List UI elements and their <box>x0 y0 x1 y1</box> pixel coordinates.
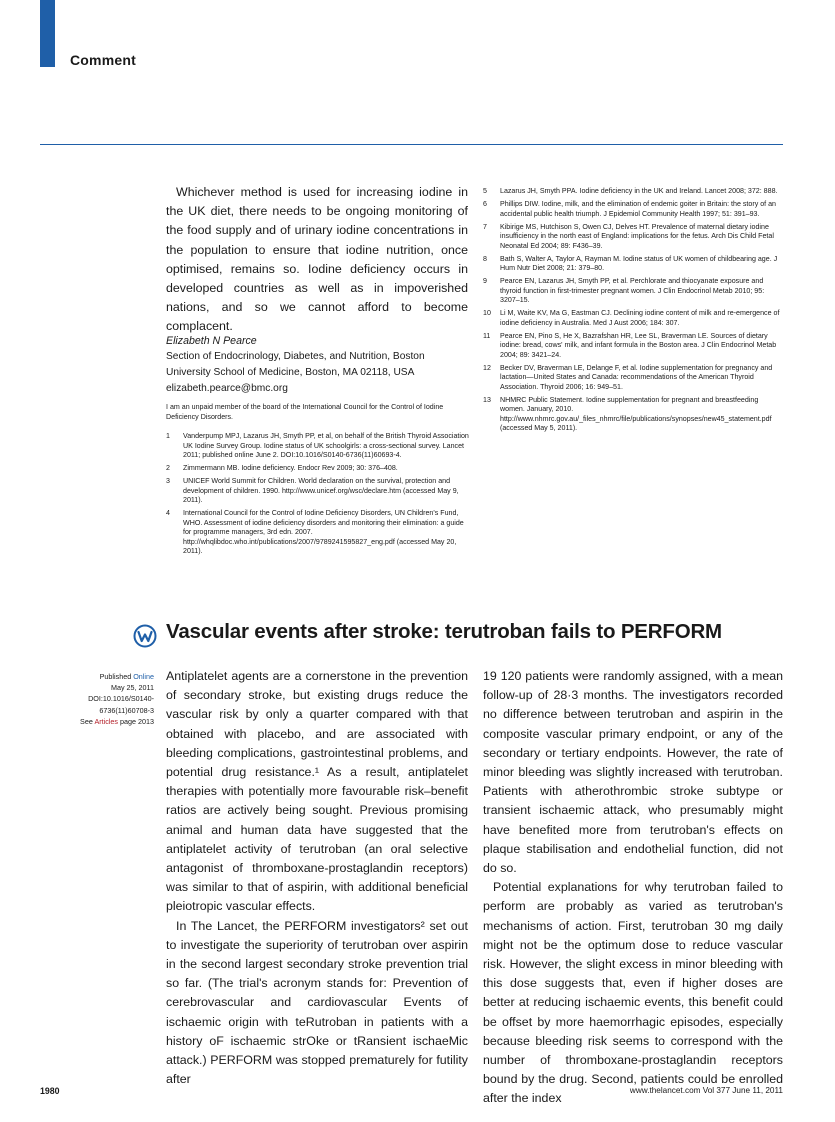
reference-item <box>483 223 783 252</box>
author-block <box>166 333 471 397</box>
reference-item <box>166 464 471 474</box>
published-line: Published Online <box>99 672 154 681</box>
reference-text: Bath S, Walter A, Taylor A, Rayman M. Iodine status of UK women of childbearing age. J Hum Nutr Diet 2008; 21: 379–80. <box>500 254 778 272</box>
author-affiliation-1: Section of Endocrinology, Diabetes, and Nutrition, Boston <box>166 351 425 362</box>
reference-item <box>166 477 471 506</box>
page-number: 1980 <box>40 1086 60 1096</box>
reference-item <box>483 187 783 197</box>
section-label: Comment <box>70 52 136 68</box>
online-link[interactable]: Online <box>133 672 154 681</box>
online-w-icon[interactable] <box>133 624 157 648</box>
reference-text: International Council for the Control of Iodine Deficiency Disorders, UN Children's Fund, WHO. Assessment of iodine deficiency disorders and monitoring their elimination: a guide for programme managers, 3rd edn. 2007. http://whqlibdoc.who.int/publications/2007/9789241595827_eng.pdf (accessed May 20, 2011). <box>183 509 464 555</box>
intro-paragraph: Whichever method is used for increasing iodine in the UK diet, there needs to be ongoing monitoring of the food supply and of urinary iodine concentrations in the population to ensure that iodine nutrition, once optimised, remains so. Iodine deficiency occurs in developed countries as well as in impoverished nations, and so we cannot afford to become complacent. <box>166 185 468 334</box>
reference-text: Zimmermann MB. Iodine deficiency. Endocr Rev 2009; 30: 376–408. <box>183 464 398 472</box>
reference-text: Lazarus JH, Smyth PPA. Iodine deficiency in the UK and Ireland. Lancet 2008; 372: 888. <box>500 187 778 195</box>
reference-text: Vanderpump MPJ, Lazarus JH, Smyth PP, et al, on behalf of the British Thyroid Association UK Iodine Survey Group. Iodine status of UK schoolgirls: a cross-sectional survey. Lancet 2011; published online June 2. DOI:10.1016/S0140-6736(11)60693-4. <box>183 432 469 459</box>
intro-text <box>166 183 468 337</box>
reference-item <box>483 364 783 393</box>
article-header <box>133 620 783 654</box>
reference-number: 13 <box>483 395 491 404</box>
reference-number: 2 <box>166 464 170 472</box>
reference-item <box>483 309 783 328</box>
reference-item <box>483 200 783 219</box>
reference-number: 7 <box>483 222 487 231</box>
article-paragraph: Potential explanations for why terutroban failed to perform are probably as varied as terutroban's mechanisms of action. First, terutroban 30 mg daily might not be the optimum dose to reduce vascular risk. However, the slight excess in minor bleeding with this dose suggests that, even if higher doses are better at reducing ischaemic events, this benefit could be offset by more haemorrhagic episodes, especially because bleeding risk seems to correspond with the number of thromboxane-prostaglandin receptors bound by the drug. Second, patients could be enrolled after the index <box>483 880 783 1106</box>
reference-item <box>483 332 783 361</box>
articles-link[interactable]: Articles <box>94 716 119 726</box>
doi-line-1: DOI:10.1016/S0140- <box>88 694 154 704</box>
reference-number: 8 <box>483 254 487 263</box>
reference-item <box>483 277 783 306</box>
see-articles-line: See Articles page 2013 <box>80 716 154 726</box>
reference-list-left <box>166 432 471 560</box>
reference-text: Phillips DIW. Iodine, milk, and the elimination of endemic goiter in Britain: the story of an accidental public health triumph. J Epidemiol Community Health 1997; 51: 391–93. <box>500 200 777 218</box>
reference-number: 5 <box>483 187 487 195</box>
author-email[interactable]: elizabeth.pearce@bmc.org <box>166 383 288 394</box>
author-affiliation-2: University School of Medicine, Boston, MA 02118, USA <box>166 367 415 378</box>
article-paragraph: In The Lancet, the PERFORM investigators² set out to investigate the superiority of terutroban over aspirin in the second largest secondary stroke prevention trial so far. (The trial's acronym stands for: Prevention of cerebrovascular and cardiovascular Events of ischaemic origin with teRutroban in patients with a history oF ischaemic strOke or tRansient ischaeMic attack.) PERFORM was stopped prematurely for futility after <box>166 918 468 1087</box>
reference-item <box>166 432 471 461</box>
doi-line-2: 6736(11)60708-3 <box>99 705 154 715</box>
reference-text: Pearce EN, Lazarus JH, Smyth PP, et al. Perchlorate and thiocyanate exposure and thyroid function in first-trimester pregnant women. J Clin Endocrinol Metab 2010; 95: 3207–15. <box>500 277 765 304</box>
author-name: Elizabeth N Pearce <box>166 335 257 347</box>
reference-text: Li M, Waite KV, Ma G, Eastman CJ. Declining iodine content of milk and re-emergence of iodine deficiency in Australia. Med J Aust 2006; 184: 307. <box>500 309 780 327</box>
reference-number: 9 <box>483 277 487 285</box>
section-color-bar <box>40 0 55 67</box>
reference-list-right <box>483 187 783 437</box>
reference-number: 1 <box>166 432 170 440</box>
article-sidebar <box>40 671 154 727</box>
reference-item <box>483 396 783 434</box>
reference-text: Pearce EN, Pino S, He X, Bazrafshan HR, Lee SL, Braverman LE. Sources of dietary iodine: bread, cows' milk, and infant formula in the Boston area. J Clin Endocrinol Metab 2004; 89: 3421–24. <box>500 331 777 359</box>
reference-text: Becker DV, Braverman LE, Delange F, et al. Iodine supplementation for pregnancy and lactation—United States and Canada: recommendations of the American Thyroid Association. Thyroid 2006; 16: 949–51. <box>500 363 773 391</box>
reference-number: 10 <box>483 309 491 317</box>
article-column-left <box>166 667 468 1089</box>
article-title: Vascular events after stroke: terutroban fails to PERFORM <box>166 620 722 643</box>
reference-number: 11 <box>483 331 491 340</box>
disclosure-statement: I am an unpaid member of the board of the International Council for the Control of Iodine Deficiency Disorders. <box>166 403 444 421</box>
reference-item <box>483 255 783 274</box>
article-paragraph: Antiplatelet agents are a cornerstone in the prevention of secondary stroke, but existing drugs reduce the vascular risk by only a quarter compared with that obtained with placebo, and are associated with bleeding complications, gastrointestinal problems, and potential drug resistance.¹ As a result, antiplatelet therapies with potentially more favourable risk–benefit ratios are actively being sought. Previous promising animal and human data have suggested that the antiplatelet activity of terutroban (an oral selective antagonist of thromboxane-prostaglandin receptors) was similar to that of aspirin, with additional beneficial pleiotropic vascular effects. <box>166 669 468 914</box>
reference-text: NHMRC Public Statement. Iodine supplementation for pregnant and breastfeeding women. January, 2010. http://www.nhmrc.gov.au/_files_nhmrc/file/publications/synopses/new45_statement.pdf (accessed May 5, 2011). <box>500 395 772 432</box>
reference-text: Kibirige MS, Hutchison S, Owen CJ, Delves HT. Prevalence of maternal dietary iodine insufficiency in the north east of England: implications for the fetus. Arch Dis Child Fetal Neonatal Ed 2004; 89: F436–39. <box>500 222 774 250</box>
published-date: May 25, 2011 <box>110 683 154 693</box>
header-rule <box>40 144 783 145</box>
reference-number: 12 <box>483 363 491 372</box>
reference-number: 6 <box>483 200 487 208</box>
reference-item <box>166 509 471 557</box>
reference-number: 3 <box>166 477 170 485</box>
reference-number: 4 <box>166 509 170 517</box>
journal-info: www.thelancet.com Vol 377 June 11, 2011 <box>629 1086 783 1095</box>
article-paragraph: 19 120 patients were randomly assigned, with a mean follow-up of 28·3 months. The investigators recorded no difference between terutroban and aspirin in the composite vascular primary endpoint, or any of the secondary or tertiary endpoints. However, the rate of minor bleeding was slightly increased with terutroban. Patients with atherothrombic stroke subtype or transient ischaemic attack, who presumably might have benefited more from terutroban's effects on plaque stabilisation and endothelial function, did not do so. <box>483 669 783 876</box>
reference-text: UNICEF World Summit for Children. World declaration on the survival, protection and development of children. 1990. http://www.unicef.org/wsc/declare.htm (accessed May 9, 2011). <box>183 477 459 504</box>
article-column-right <box>483 667 783 1109</box>
